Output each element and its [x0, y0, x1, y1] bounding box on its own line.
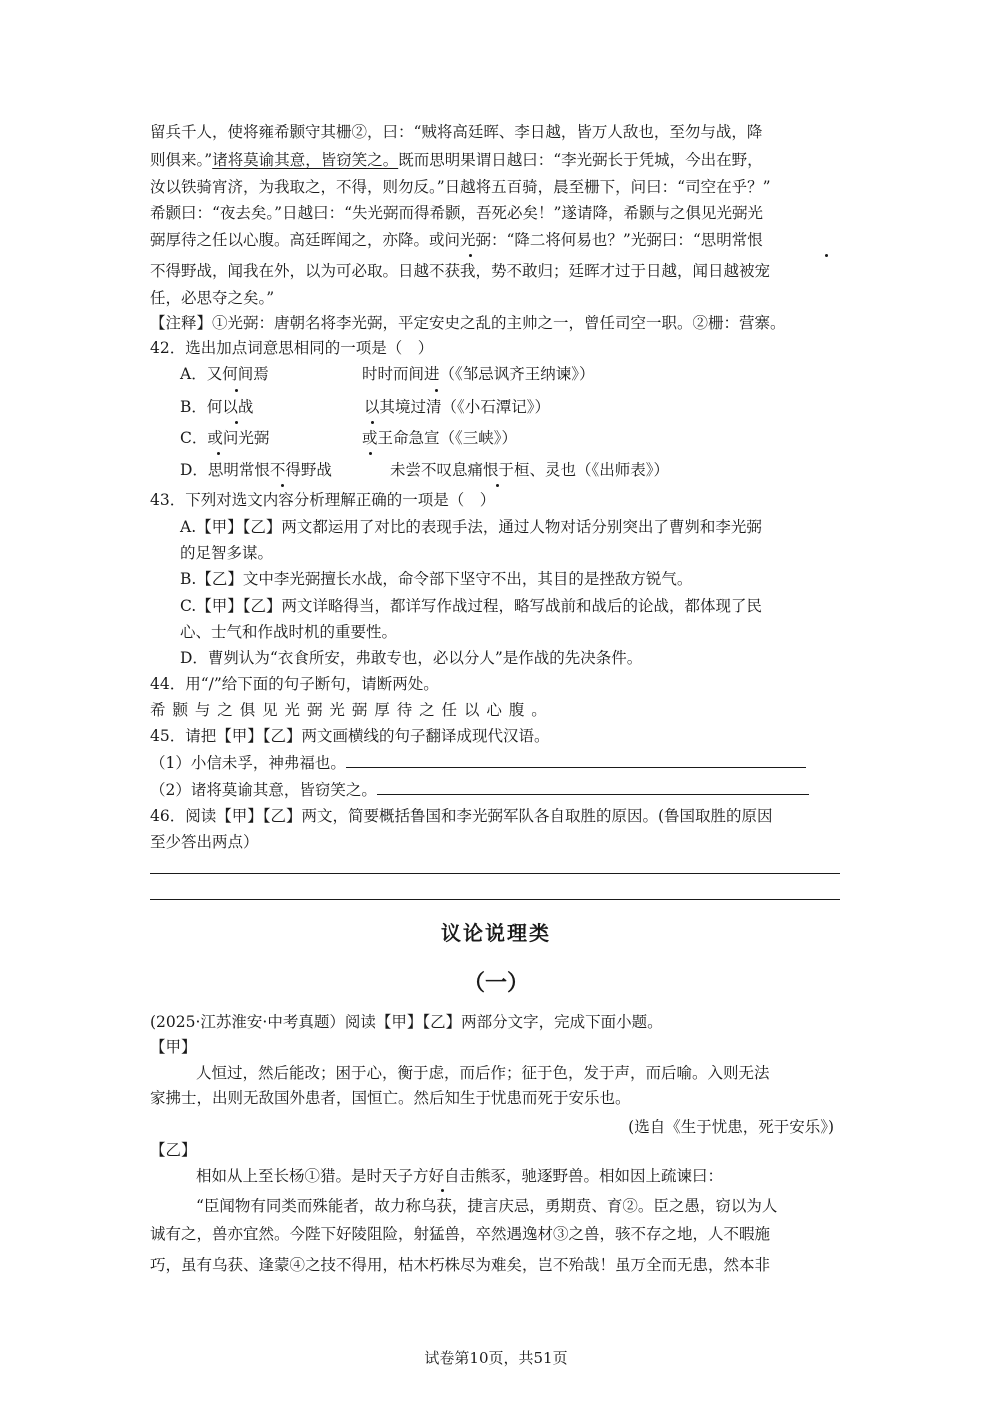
q43-option-a-cont: 的足智多谋。 — [180, 544, 274, 562]
answer-line[interactable] — [150, 899, 840, 900]
q42-option-c: C．或问光弼 — [180, 429, 270, 447]
question-46-stem: 46．阅读【甲】【乙】两文，简要概括鲁国和李光弼军队各自取胜的原因。(鲁国取胜的原因 — [150, 807, 773, 825]
passage-line: 则俱来。”诸将莫谕其意，皆窃笑之。既而思明果谓日越曰：“李光弼长于凭城，今出在野， — [150, 151, 763, 169]
passage-line: 汝以铁骑宵济，为我取之，不得，则勿反。”日越将五百骑，晨至栅下，问曰：“司空在乎？” — [150, 178, 771, 196]
question-46-stem-cont: 至少答出两点） — [150, 833, 259, 851]
passage-yi-line: “臣闻物有同类而殊能者，故力称乌获，捷言庆忌，勇期贲、育②。臣之愚，窃以为人 — [196, 1197, 778, 1215]
question-44-stem: 44．用“/”给下面的句子断句，请断两处。 — [150, 675, 439, 693]
q43-option-c-cont: 心、士气和作战时机的重要性。 — [180, 623, 398, 641]
q43-option-b: B.【乙】文中李光弼擅长水战，命令部下坚守不出，其目的是挫敌方锐气。 — [180, 570, 693, 588]
passage-yi-line: 诚有之，兽亦宜然。今陛下好陵阻险，射猛兽，卒然遇逸材③之兽，骇不存之地，人不暇施 — [150, 1225, 771, 1243]
q44-sentence: 希 颢 与 之 俱 见 光 弼 光 弼 厚 待 之 任 以 心 腹 。 — [150, 701, 548, 719]
answer-blank[interactable] — [377, 780, 809, 795]
question-42-stem: 42．选出加点词意思相同的一项是（ ） — [150, 339, 434, 357]
q43-option-c: C.【甲】【乙】两文详略得当，都详写作战过程，略写战前和战后的论战，都体现了民 — [180, 597, 762, 615]
question-43-stem: 43．下列对选文内容分析理解正确的一项是（ ） — [150, 491, 496, 509]
section-title: 议论说理类 — [441, 921, 551, 945]
passage-yi-line: 巧，虽有乌获、逢蒙④之技不得用，枯木朽株尽为难矣，岂不殆哉！虽万全而无患，然本非 — [150, 1256, 771, 1274]
q42-option-c-pair: 或王命急宣（《三峡》） — [362, 429, 518, 447]
section-intro: (2025·江苏淮安·中考真题）阅读【甲】【乙】两部分文字，完成下面小题。 — [150, 1013, 663, 1031]
passage-line: 留兵千人，使将雍希颢守其栅②，曰：“贼将高廷晖、李日越，皆万人敌也，至勿与战，降 — [150, 123, 763, 141]
passage-label-yi: 【乙】 — [150, 1141, 197, 1159]
passage-label-jia: 【甲】 — [150, 1038, 197, 1056]
annotation-note: 【注释】①光弼：唐朝名将李光弼，平定安史之乱的主帅之一，曾任司空一职。②栅：营寨。 — [150, 314, 786, 332]
passage-line: 任，必思夺之矣。” — [150, 289, 275, 307]
question-45-stem: 45．请把【甲】【乙】两文画横线的句子翻译成现代汉语。 — [150, 727, 550, 745]
q42-option-a: A．又何间焉 — [180, 365, 269, 383]
q42-option-a-pair: 时时而间进（《邹忌讽齐王纳谏》） — [362, 365, 595, 383]
q45-item-2: （2）诸将莫谕其意，皆窃笑之。 — [150, 780, 809, 800]
underlined-sentence: 诸将莫谕其意，皆窃笑之。 — [212, 151, 399, 169]
answer-line[interactable] — [150, 873, 840, 874]
section-subtitle: （一） — [462, 970, 529, 996]
q45-item-1: （1）小信未孚，神弗福也。 — [150, 753, 806, 773]
passage-jia-line: 人恒过，然后能改；困于心，衡于虑，而后作；征于色，发于声，而后喻。入则无法 — [196, 1064, 770, 1082]
passage-yi-line: 相如从上至长杨①猎。是时天子方好自击熊豕，驰逐野兽。相如因上疏谏曰： — [196, 1167, 724, 1185]
passage-line: 不得野战，闻我在外，以为可必取。日越不获我，势不敢归；廷晖才过于日越，闻日越被宠 — [150, 262, 771, 280]
page-footer: 试卷第10页，共51页 — [424, 1349, 568, 1367]
passage-jia-source: (选自《生于忧患，死于安乐》) — [628, 1118, 834, 1136]
passage-jia-line: 家拂士，出则无敌国外患者，国恒亡。然后知生于忧患而死于安乐也。 — [150, 1089, 631, 1107]
q42-option-b: B．何以战 — [180, 398, 254, 416]
q43-option-d: D．曹刿认为“衣食所安，弗敢专也，必以分人”是作战的先决条件。 — [180, 649, 643, 667]
passage-line: 希颢曰：“夜去矣。”日越曰：“失光弼而得希颢，吾死必矣！”遂请降，希颢与之俱见光弼光 — [150, 204, 763, 222]
q42-option-b-pair: 以其境过清（《小石潭记》） — [364, 398, 551, 416]
q42-option-d-pair: 未尝不叹息痛恨于桓、灵也（《出师表》） — [390, 461, 670, 479]
q43-option-a: A.【甲】【乙】两文都运用了对比的表现手法，通过人物对话分别突出了曹刿和李光弼 — [180, 518, 762, 536]
answer-blank[interactable] — [346, 753, 806, 768]
q42-option-d: D．思明常恨不得野战 — [180, 461, 332, 479]
passage-line: 弼厚待之任以心腹。高廷晖闻之，亦降。或问光弼：“降二将何易也？”光弼曰：“思明常恨 — [150, 231, 763, 249]
